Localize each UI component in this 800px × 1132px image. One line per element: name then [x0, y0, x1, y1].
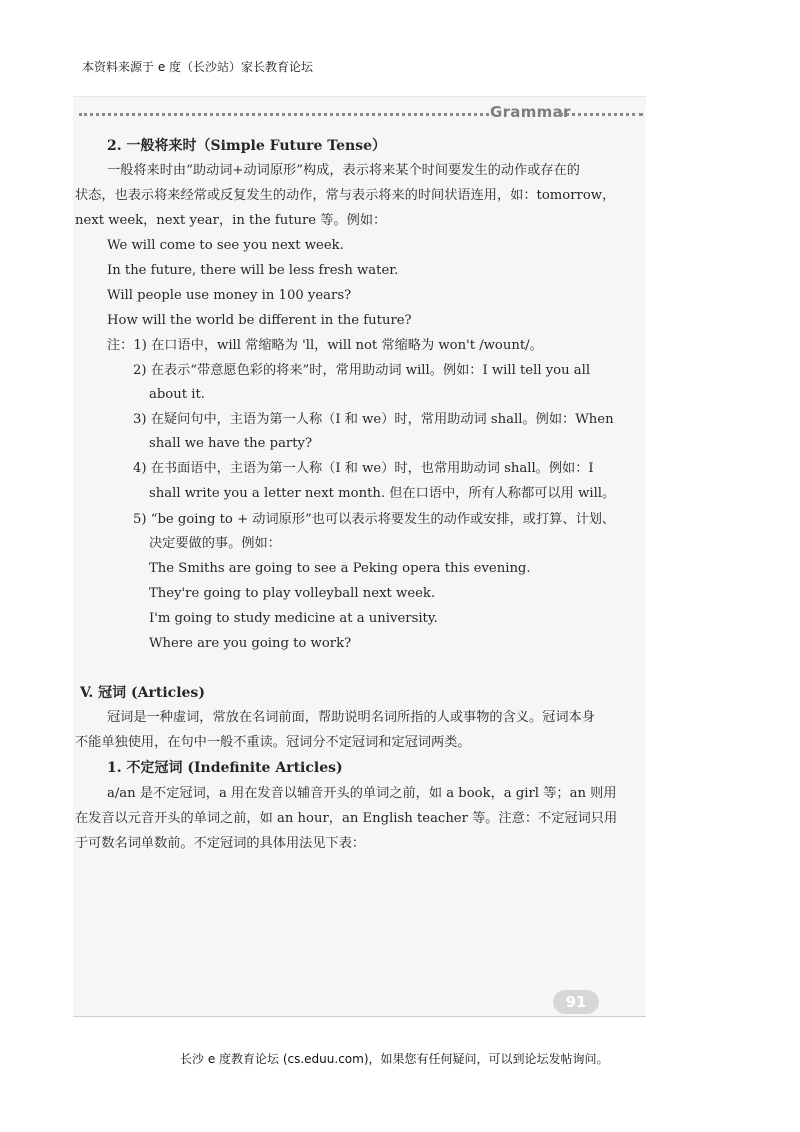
note-line: 5) “be going to + 动词原形”也可以表示将要发生的动作或安排，或打算、计划、 [133, 512, 616, 527]
source-note: 本资料来源于 e 度（长沙站）家长教育论坛 [82, 60, 314, 74]
subheading-indefinite-articles: 1. 不定冠词 (Indefinite Articles) [107, 760, 343, 776]
paragraph-line: a/an 是不定冠词，a 用在发音以辅音开头的单词之前，如 a book，a girl 等；an 则用 [107, 786, 617, 801]
note-line: about it. [149, 387, 205, 402]
paragraph-line: 于可数名词单数前。不定冠词的具体用法见下表： [75, 836, 366, 851]
section-heading-articles: V. 冠词 (Articles) [80, 685, 205, 701]
scanned-page [73, 96, 646, 1017]
subheading-future-tense: 2. 一般将来时（Simple Future Tense） [107, 138, 386, 154]
running-header [73, 97, 646, 127]
example-sentence: They're going to play volleyball next week. [149, 586, 436, 601]
paragraph-line: 一般将来时由“助动词+动词原形”构成，表示将来某个时间要发生的动作或存在的 [107, 163, 580, 178]
note-line: shall write you a letter next month. 但在口语中，所有人称都可以用 will。 [149, 486, 616, 501]
example-sentence: In the future, there will be less fresh water. [107, 263, 399, 278]
example-sentence: Will people use money in 100 years? [107, 288, 352, 303]
example-sentence: The Smiths are going to see a Peking opera this evening. [149, 561, 531, 576]
header-dotted-rule-tail [559, 113, 643, 116]
note-line: 4) 在书面语中，主语为第一人称（I 和 we）时，也常用助动词 shall。例如：I [133, 461, 594, 476]
section-title: Grammar [490, 103, 571, 121]
note-line: shall we have the party? [149, 436, 313, 451]
page-number: 91 [553, 990, 599, 1014]
note-line: 决定要做的事。例如： [149, 536, 281, 551]
note-line: 3) 在疑问句中，主语为第一人称（I 和 we）时，常用助动词 shall。例如：When [133, 412, 614, 427]
paragraph-line: 在发音以元音开头的单词之前，如 an hour，an English teacher 等。注意：不定冠词只用 [75, 811, 618, 826]
example-sentence: We will come to see you next week. [107, 238, 344, 253]
example-sentence: I'm going to study medicine at a university. [149, 611, 438, 626]
note-line: 2) 在表示“带意愿色彩的将来”时，常用助动词 will。例如：I will tell you all [133, 363, 591, 378]
example-sentence: How will the world be different in the future? [107, 313, 412, 328]
paragraph-line: 状态，也表示将来经常或反复发生的动作，常与表示将来的时间状语连用，如：tomorrow， [75, 188, 616, 203]
paragraph-line: next week，next year，in the future 等。例如： [75, 213, 387, 228]
paragraph-line: 冠词是一种虚词，常放在名词前面，帮助说明名词所指的人或事物的含义。冠词本身 [107, 710, 595, 725]
example-sentence: Where are you going to work? [149, 636, 352, 651]
paragraph-line: 不能单独使用，在句中一般不重读。冠词分不定冠词和定冠词两类。 [75, 735, 471, 750]
note-line: 注：1) 在口语中，will 常缩略为 'll，will not 常缩略为 won't /wount/。 [107, 338, 543, 353]
footer-note: 长沙 e 度教育论坛 (cs.eduu.com)，如果您有任何疑问，可以到论坛发帖询问。 [180, 1052, 609, 1066]
header-dotted-rule [79, 113, 489, 116]
bottom-rule [73, 1016, 646, 1017]
